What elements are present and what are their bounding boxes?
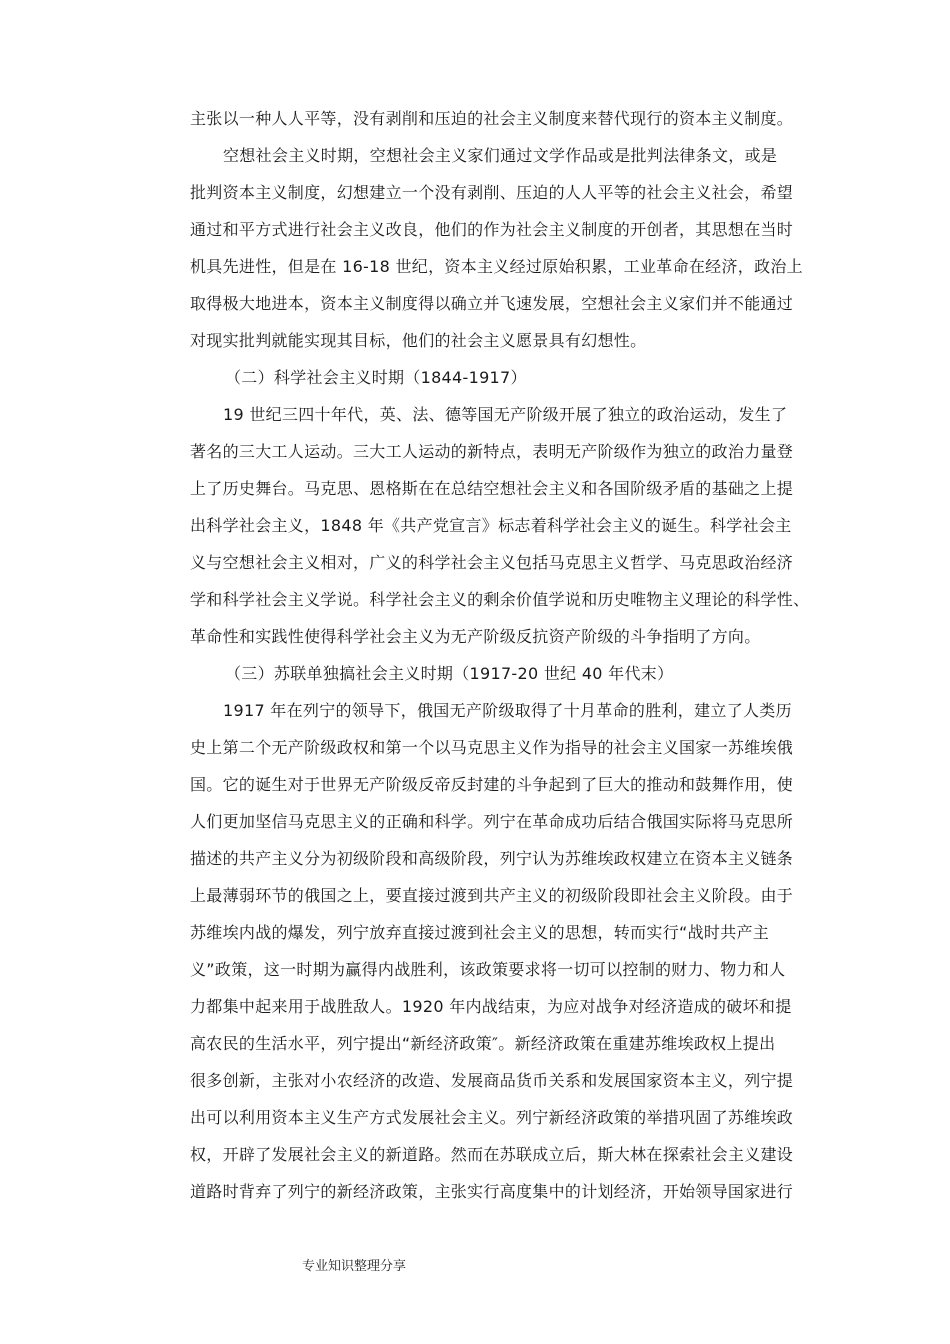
text-line: 革命性和实践性使得科学社会主义为无产阶级反抗资产阶级的斗争指明了方向。 xyxy=(190,627,761,646)
text-line: 取得极大地进本，资本主义制度得以确立并飞速发展，空想社会主义家们并不能通过 xyxy=(190,294,794,313)
text-line: 通过和平方式进行社会主义改良，他们的作为社会主义制度的开创者，其思想在当时 xyxy=(190,220,794,239)
text-line: 对现实批判就能实现其目标，他们的社会主义愿景具有幻想性。 xyxy=(190,331,647,350)
text-line: 1917 年在列宁的领导下，俄国无产阶级取得了十月革命的胜利，建立了人类历 xyxy=(223,701,792,720)
text-line: 著名的三大工人运动。三大工人运动的新特点，表明无产阶级作为独立的政治力量登 xyxy=(190,442,794,461)
text-line: 19 世纪三四十年代，英、法、德等国无产阶级开展了独立的政治运动，发生了 xyxy=(223,405,788,424)
page-footer: 专业知识整理分享 xyxy=(302,1259,407,1274)
text-line: 空想社会主义时期，空想社会主义家们通过文学作品或是批判法律条文，或是 xyxy=(223,146,778,165)
text-line: 道路时背弃了列宁的新经济政策，主张实行高度集中的计划经济，开始领导国家进行 xyxy=(190,1182,794,1201)
text-line: 义与空想社会主义相对，广义的科学社会主义包括马克思主义哲学、马克思政治经济 xyxy=(190,553,794,572)
text-line: 出科学社会主义，1848 年《共产党宣言》标志着科学社会主义的诞生。科学社会主 xyxy=(190,516,792,535)
text-line: 人们更加坚信马克思主义的正确和科学。列宁在革命成功后结合俄国实际将马克思所 xyxy=(190,812,794,831)
section-heading: （二）科学社会主义时期（1844-1917） xyxy=(225,368,527,387)
text-line: 机具先进性，但是在 16-18 世纪，资本主义经过原始积累，工业革命在经济，政治上 xyxy=(190,257,803,276)
text-line: 苏维埃内战的爆发，列宁放弃直接过渡到社会主义的思想，转而实行“战时共产主 xyxy=(190,923,770,942)
text-line: 上最薄弱环节的俄国之上，要直接过渡到共产主义的初级阶段即社会主义阶段。由于 xyxy=(190,886,794,905)
text-line: 国。它的诞生对于世界无产阶级反帝反封建的斗争起到了巨大的推动和鼓舞作用，使 xyxy=(190,775,794,794)
text-line: 批判资本主义制度，幻想建立一个没有剥削、压迫的人人平等的社会主义社会，希望 xyxy=(190,183,794,202)
text-line: 描述的共产主义分为初级阶段和高级阶段，列宁认为苏维埃政权建立在资本主义链条 xyxy=(190,849,794,868)
document-body xyxy=(190,100,825,1210)
text-line: 主张以一种人人平等，没有剥削和压迫的社会主义制度来替代现行的资本主义制度。 xyxy=(190,109,794,128)
text-line: 义”政策，这一时期为赢得内战胜利，该政策要求将一切可以控制的财力、物力和人 xyxy=(190,960,786,979)
text-line: 高农民的生活水平，列宁提出“新经济政策″。新经济政策在重建苏维埃政权上提出 xyxy=(190,1034,776,1053)
text-line: 权，开辟了发展社会主义的新道路。然而在苏联成立后，斯大林在探索社会主义建设 xyxy=(190,1145,794,1164)
text-line: 很多创新，主张对小农经济的改造、发展商品货币关系和发展国家资本主义，列宁提 xyxy=(190,1071,794,1090)
section-heading: （三）苏联单独搞社会主义时期（1917-20 世纪 40 年代末） xyxy=(225,664,674,683)
text-line: 史上第二个无产阶级政权和第一个以马克思主义作为指导的社会主义国家一苏维埃俄 xyxy=(190,738,794,757)
text-line: 出可以利用资本主义生产方式发展社会主义。列宁新经济政策的举措巩固了苏维埃政 xyxy=(190,1108,794,1127)
text-line: 上了历史舞台。马克思、恩格斯在在总结空想社会主义和各国阶级矛盾的基础之上提 xyxy=(190,479,794,498)
text-line: 力都集中起来用于战胜敌人。1920 年内战结束，为应对战争对经济造成的破坏和提 xyxy=(190,997,792,1016)
text-line: 学和科学社会主义学说。科学社会主义的剩余价值学说和历史唯物主义理论的科学性、 xyxy=(190,590,810,609)
